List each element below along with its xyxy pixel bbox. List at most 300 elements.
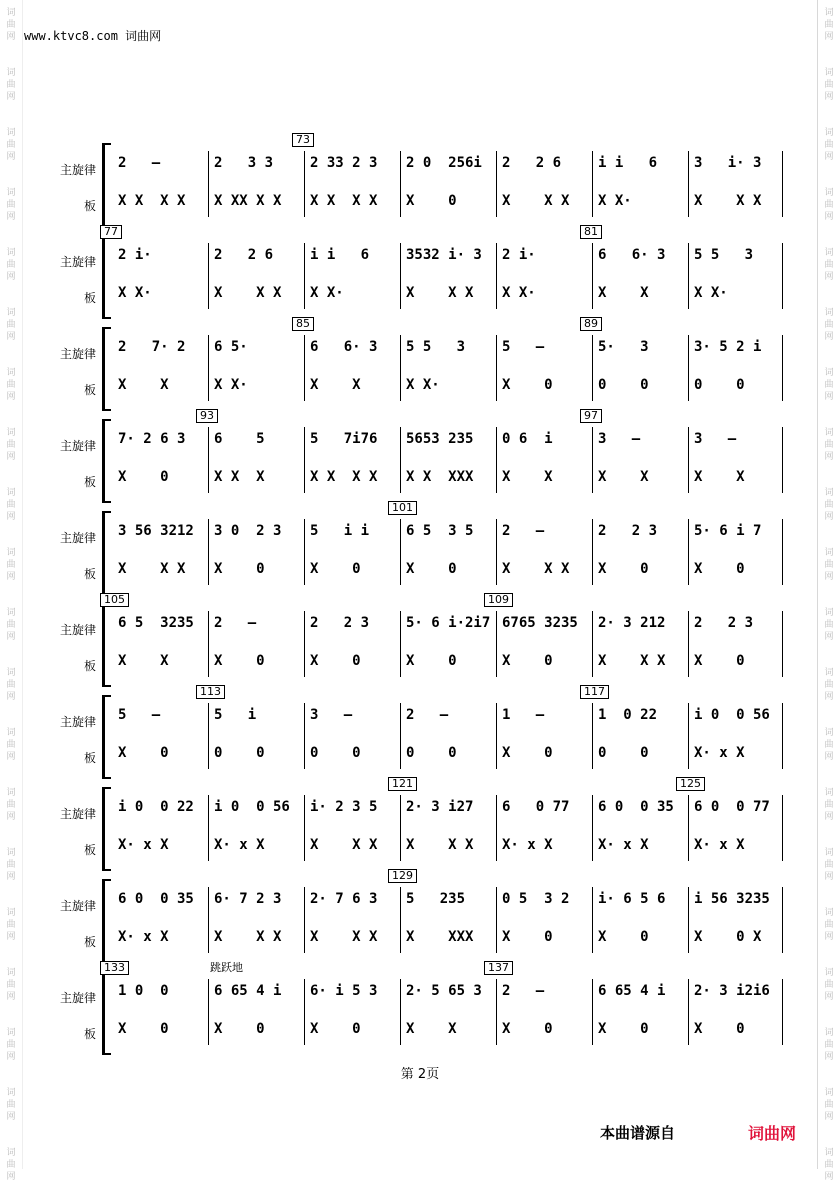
watermark-char: 词: [6, 788, 16, 798]
board-measure: X X: [502, 469, 553, 485]
bar-line: [688, 427, 689, 493]
melody-row: [112, 615, 768, 637]
bar-line: [400, 703, 401, 769]
watermark-char: 词: [824, 368, 834, 378]
bar-line: [304, 243, 305, 309]
watermark-char: 词: [824, 128, 834, 138]
watermark-char: 网: [6, 32, 16, 42]
system-brace: [102, 419, 111, 503]
measure-number: 137: [484, 961, 513, 975]
bar-line: [782, 427, 783, 493]
melody-measure: 2· 5 65 3: [406, 983, 482, 999]
watermark-char: 词: [6, 1088, 16, 1098]
bar-line: [592, 703, 593, 769]
board-measure: X 0: [598, 1021, 649, 1037]
bar-line: [592, 519, 593, 585]
melody-measure: 5· 3: [598, 339, 649, 355]
watermark-char: 曲: [824, 860, 834, 870]
board-measure: X X X: [118, 561, 186, 577]
melody-measure: 2 33 2 3: [310, 155, 378, 171]
measure-number: 93: [196, 409, 218, 423]
board-measure: X 0: [694, 1021, 745, 1037]
watermark-char: 词: [6, 1148, 16, 1158]
watermark-char: 曲: [824, 560, 834, 570]
system-brace: [102, 971, 111, 1055]
melody-measure: 2 i·: [118, 247, 152, 263]
melody-measure: 2· 7 6 3: [310, 891, 378, 907]
watermark-char: 词: [824, 608, 834, 618]
watermark-char: 曲: [824, 1040, 834, 1050]
melody-measure: 2 –: [406, 707, 449, 723]
watermark-char: 网: [6, 1052, 16, 1062]
board-measure: X X X X: [310, 469, 378, 485]
watermark-char: 词: [6, 488, 16, 498]
melody-measure: 5 5 3: [694, 247, 754, 263]
bar-line: [304, 703, 305, 769]
melody-measure: 2 0 256i: [406, 155, 482, 171]
bar-line: [496, 979, 497, 1045]
bar-line: [208, 151, 209, 217]
watermark-char: 词: [6, 428, 16, 438]
melody-measure: i 56 3235: [694, 891, 770, 907]
watermark-char: 词: [6, 68, 16, 78]
watermark-char: 曲: [6, 1100, 16, 1110]
melody-measure: 5 i i: [310, 523, 370, 539]
melody-measure: 2 –: [214, 615, 257, 631]
bar-line: [592, 979, 593, 1045]
board-measure: X X: [598, 469, 649, 485]
measure-number: 113: [196, 685, 225, 699]
melody-measure: 5· 6 i·2i7: [406, 615, 491, 631]
bar-line: [208, 243, 209, 309]
melody-row: [112, 523, 768, 545]
board-measure: X· x X: [598, 837, 649, 853]
board-measure: X· x X: [694, 745, 745, 761]
melody-measure: 6 0 77: [502, 799, 570, 815]
watermark-char: 网: [824, 92, 834, 102]
board-measure: X X X: [502, 193, 570, 209]
watermark-char: 网: [6, 872, 16, 882]
watermark-char: 词: [6, 848, 16, 858]
watermark-char: 曲: [6, 380, 16, 390]
watermark-char: 词: [6, 548, 16, 558]
system-brace: [102, 879, 111, 963]
watermark-char: 曲: [6, 260, 16, 270]
watermark-char: 曲: [6, 980, 16, 990]
measure-number: 129: [388, 869, 417, 883]
board-measure: X 0: [502, 653, 553, 669]
watermark-char: 词: [6, 728, 16, 738]
measure-number: 89: [580, 317, 602, 331]
watermark-char: 词: [824, 848, 834, 858]
melody-measure: 2 i·: [502, 247, 536, 263]
melody-row: [112, 247, 768, 269]
melody-measure: i i 6: [598, 155, 658, 171]
bar-line: [782, 887, 783, 953]
watermark-char: 网: [6, 152, 16, 162]
board-measure: X 0: [598, 929, 649, 945]
watermark-char: 曲: [6, 20, 16, 30]
watermark-char: 曲: [6, 1040, 16, 1050]
melody-label: 主旋律: [59, 163, 96, 177]
watermark-char: 网: [6, 332, 16, 342]
bar-line: [208, 611, 209, 677]
melody-measure: 3 0 2 3: [214, 523, 282, 539]
watermark-char: 词: [824, 908, 834, 918]
board-measure: X X X: [214, 469, 265, 485]
melody-row: [112, 155, 768, 177]
measure-number: 133: [100, 961, 129, 975]
board-measure: X 0 X: [694, 929, 762, 945]
watermark-char: 曲: [6, 800, 16, 810]
staff-system: [48, 317, 768, 407]
watermark-char: 词: [824, 308, 834, 318]
watermark-char: 曲: [824, 140, 834, 150]
watermark-char: 网: [824, 512, 834, 522]
watermark-char: 曲: [6, 80, 16, 90]
watermark-char: 词: [824, 668, 834, 678]
watermark-char: 网: [824, 692, 834, 702]
watermark-char: 曲: [6, 320, 16, 330]
melody-label: 主旋律: [59, 531, 96, 545]
melody-label: 主旋律: [59, 255, 96, 269]
melody-measure: 2 2 3: [598, 523, 658, 539]
board-measure: X X X: [694, 193, 762, 209]
melody-measure: 6· 7 2 3: [214, 891, 282, 907]
melody-measure: 2· 3 i27: [406, 799, 474, 815]
melody-measure: 6 6· 3: [598, 247, 666, 263]
watermark-char: 曲: [824, 440, 834, 450]
watermark-char: 网: [824, 1172, 834, 1182]
melody-measure: 1 0 22: [598, 707, 658, 723]
board-measure: X X: [598, 285, 649, 301]
board-measure: X 0: [502, 377, 553, 393]
board-row: [112, 193, 768, 215]
watermark-char: 曲: [6, 140, 16, 150]
board-label: 板: [83, 935, 96, 949]
system-brace: [102, 511, 111, 595]
bar-line: [304, 427, 305, 493]
melody-measure: 2 3 3: [214, 155, 274, 171]
bar-line: [688, 795, 689, 861]
board-row: [112, 561, 768, 583]
board-measure: X X X: [214, 285, 282, 301]
board-measure: X X X: [406, 285, 474, 301]
watermark-char: 网: [824, 152, 834, 162]
board-measure: X 0: [598, 561, 649, 577]
measure-number: 109: [484, 593, 513, 607]
watermark-char: 网: [6, 92, 16, 102]
watermark-char: 曲: [824, 1160, 834, 1170]
system-brace: [102, 787, 111, 871]
measure-number: 81: [580, 225, 602, 239]
watermark-char: 词: [6, 1028, 16, 1038]
staff-system: [48, 133, 768, 223]
board-label: 板: [83, 199, 96, 213]
board-measure: X X·: [406, 377, 440, 393]
watermark-char: 曲: [824, 920, 834, 930]
watermark-char: 网: [6, 212, 16, 222]
melody-measure: 0 6 i: [502, 431, 553, 447]
measure-number: 73: [292, 133, 314, 147]
melody-measure: 5 235: [406, 891, 466, 907]
board-measure: X 0: [310, 561, 361, 577]
bar-line: [400, 519, 401, 585]
melody-measure: 5 –: [502, 339, 545, 355]
board-measure: X X X: [214, 929, 282, 945]
melody-row: [112, 707, 768, 729]
staff-system: [48, 961, 770, 1051]
left-watermark-strip: [0, 0, 23, 1182]
board-measure: X 0: [502, 929, 553, 945]
melody-measure: 2 2 3: [694, 615, 754, 631]
bar-line: [400, 243, 401, 309]
watermark-char: 词: [824, 428, 834, 438]
melody-measure: 2 2 6: [214, 247, 274, 263]
board-row: [112, 1021, 768, 1043]
bar-line: [688, 243, 689, 309]
bar-line: [592, 151, 593, 217]
watermark-char: 曲: [824, 620, 834, 630]
board-measure: X 0: [406, 653, 457, 669]
watermark-char: 网: [824, 572, 834, 582]
watermark-char: 网: [824, 1112, 834, 1122]
bar-line: [592, 887, 593, 953]
staff-system: [48, 593, 768, 683]
watermark-char: 网: [6, 692, 16, 702]
melody-measure: 2 –: [502, 523, 545, 539]
board-label: 板: [83, 659, 96, 673]
watermark-char: 词: [824, 1028, 834, 1038]
bar-line: [592, 243, 593, 309]
melody-measure: 5653 235: [406, 431, 474, 447]
bar-line: [688, 151, 689, 217]
board-measure: X X: [118, 377, 169, 393]
watermark-char: 网: [824, 812, 834, 822]
watermark-char: 曲: [824, 20, 834, 30]
watermark-char: 曲: [824, 980, 834, 990]
bar-line: [782, 795, 783, 861]
bar-line: [782, 243, 783, 309]
board-measure: 0 0: [694, 377, 745, 393]
board-measure: 0 0: [310, 745, 361, 761]
melody-measure: 2· 3 212: [598, 615, 666, 631]
melody-measure: 6· i 5 3: [310, 983, 378, 999]
watermark-char: 词: [824, 1148, 834, 1158]
bar-line: [688, 335, 689, 401]
melody-measure: 3 i· 3: [694, 155, 762, 171]
watermark-char: 曲: [824, 380, 834, 390]
board-measure: X X: [406, 1021, 457, 1037]
bar-line: [208, 887, 209, 953]
board-row: [112, 837, 768, 859]
bar-line: [688, 611, 689, 677]
board-measure: X X X X: [310, 193, 378, 209]
watermark-char: 词: [6, 128, 16, 138]
melody-measure: 6 65 4 i: [214, 983, 282, 999]
bar-line: [208, 519, 209, 585]
bar-line: [304, 979, 305, 1045]
bar-line: [400, 795, 401, 861]
melody-measure: 5· 6 i 7: [694, 523, 762, 539]
system-brace: [102, 143, 111, 227]
board-measure: X 0: [310, 1021, 361, 1037]
measure-number: 121: [388, 777, 417, 791]
measure-number: 97: [580, 409, 602, 423]
melody-measure: i 0 0 22: [118, 799, 194, 815]
watermark-char: 词: [824, 488, 834, 498]
melody-measure: 2· 3 i2i6: [694, 983, 770, 999]
staff-system: [48, 225, 768, 315]
bar-line: [496, 427, 497, 493]
melody-measure: 6 5·: [214, 339, 248, 355]
board-measure: X 0: [406, 561, 457, 577]
board-measure: X· x X: [118, 837, 169, 853]
board-measure: X X: [694, 469, 745, 485]
melody-measure: 7· 2 6 3: [118, 431, 186, 447]
board-measure: X X X: [310, 837, 378, 853]
bar-line: [304, 519, 305, 585]
board-measure: X X·: [694, 285, 728, 301]
melody-measure: 6 5 3235: [118, 615, 194, 631]
bar-line: [400, 887, 401, 953]
board-measure: X 0: [694, 561, 745, 577]
watermark-char: 曲: [6, 860, 16, 870]
watermark-char: 词: [6, 968, 16, 978]
melody-label: 主旋律: [59, 715, 96, 729]
melody-label: 主旋律: [59, 623, 96, 637]
bar-line: [208, 979, 209, 1045]
board-label: 板: [83, 475, 96, 489]
melody-measure: i 0 0 56: [694, 707, 770, 723]
melody-label: 主旋律: [59, 991, 96, 1005]
watermark-char: 曲: [6, 740, 16, 750]
melody-measure: 1 –: [502, 707, 545, 723]
measure-number: 105: [100, 593, 129, 607]
watermark-char: 词: [6, 248, 16, 258]
bar-line: [400, 611, 401, 677]
system-brace: [102, 235, 111, 319]
bar-line: [782, 611, 783, 677]
board-measure: X X·: [118, 285, 152, 301]
melody-measure: 5 i: [214, 707, 257, 723]
board-row: [112, 653, 768, 675]
staff-system: [48, 777, 770, 867]
page-number: 第 2页: [400, 1067, 440, 1082]
melody-label: 主旋律: [59, 347, 96, 361]
brand-logo[interactable]: 词曲网: [748, 1124, 797, 1143]
watermark-char: 曲: [824, 260, 834, 270]
watermark-char: 曲: [6, 1160, 16, 1170]
board-measure: X· x X: [694, 837, 745, 853]
melody-measure: i· 6 5 6: [598, 891, 666, 907]
board-measure: X XX X X: [214, 193, 282, 209]
staff-system: [48, 409, 768, 499]
bar-line: [592, 427, 593, 493]
bar-line: [496, 243, 497, 309]
bar-line: [400, 335, 401, 401]
melody-row: [112, 431, 768, 453]
board-measure: X X XXX: [406, 469, 474, 485]
staff-system: [48, 501, 768, 591]
bar-line: [400, 979, 401, 1045]
board-row: [112, 745, 768, 767]
system-brace: [102, 603, 111, 687]
board-measure: 0 0: [598, 745, 649, 761]
melody-label: 主旋律: [59, 899, 96, 913]
board-measure: X X·: [310, 285, 344, 301]
melody-measure: 5 7i76: [310, 431, 378, 447]
bar-line: [496, 703, 497, 769]
watermark-char: 曲: [6, 500, 16, 510]
watermark-char: 词: [824, 788, 834, 798]
watermark-char: 网: [6, 1172, 16, 1182]
watermark-char: 曲: [824, 680, 834, 690]
melody-measure: 5 5 3: [406, 339, 466, 355]
watermark-char: 网: [824, 992, 834, 1002]
watermark-char: 网: [824, 392, 834, 402]
board-measure: X 0: [118, 1021, 169, 1037]
bar-line: [782, 703, 783, 769]
watermark-char: 网: [6, 932, 16, 942]
board-measure: X X X X: [118, 193, 186, 209]
watermark-char: 曲: [824, 80, 834, 90]
melody-measure: i· 2 3 5: [310, 799, 378, 815]
watermark-char: 网: [824, 1052, 834, 1062]
bar-line: [496, 887, 497, 953]
board-measure: X X: [118, 653, 169, 669]
measure-number: 101: [388, 501, 417, 515]
melody-measure: 6 5: [214, 431, 265, 447]
watermark-char: 网: [824, 212, 834, 222]
watermark-char: 词: [6, 368, 16, 378]
bar-line: [496, 611, 497, 677]
measure-number: 117: [580, 685, 609, 699]
measure-number: 125: [676, 777, 705, 791]
watermark-char: 曲: [824, 500, 834, 510]
board-measure: 0 0: [214, 745, 265, 761]
watermark-char: 词: [824, 188, 834, 198]
board-measure: 0 0: [598, 377, 649, 393]
bar-line: [688, 519, 689, 585]
bar-line: [304, 151, 305, 217]
measure-number: 77: [100, 225, 122, 239]
bar-line: [304, 335, 305, 401]
board-measure: X X X: [406, 837, 474, 853]
watermark-char: 网: [6, 572, 16, 582]
melody-measure: i i 6: [310, 247, 370, 263]
bar-line: [304, 795, 305, 861]
melody-measure: 3 56 3212: [118, 523, 194, 539]
watermark-char: 曲: [824, 740, 834, 750]
board-measure: 0 0: [406, 745, 457, 761]
melody-measure: 3 –: [310, 707, 353, 723]
watermark-char: 词: [824, 1088, 834, 1098]
melody-measure: 2 2 3: [310, 615, 370, 631]
board-measure: X· x X: [214, 837, 265, 853]
board-measure: X X X: [502, 561, 570, 577]
watermark-char: 词: [6, 188, 16, 198]
bar-line: [208, 795, 209, 861]
watermark-char: 词: [6, 668, 16, 678]
melody-row: [112, 339, 768, 361]
board-row: [112, 377, 768, 399]
board-measure: X X X: [310, 929, 378, 945]
watermark-char: 词: [6, 8, 16, 18]
board-measure: X· x X: [118, 929, 169, 945]
watermark-char: 词: [824, 968, 834, 978]
melody-measure: 6765 3235: [502, 615, 578, 631]
